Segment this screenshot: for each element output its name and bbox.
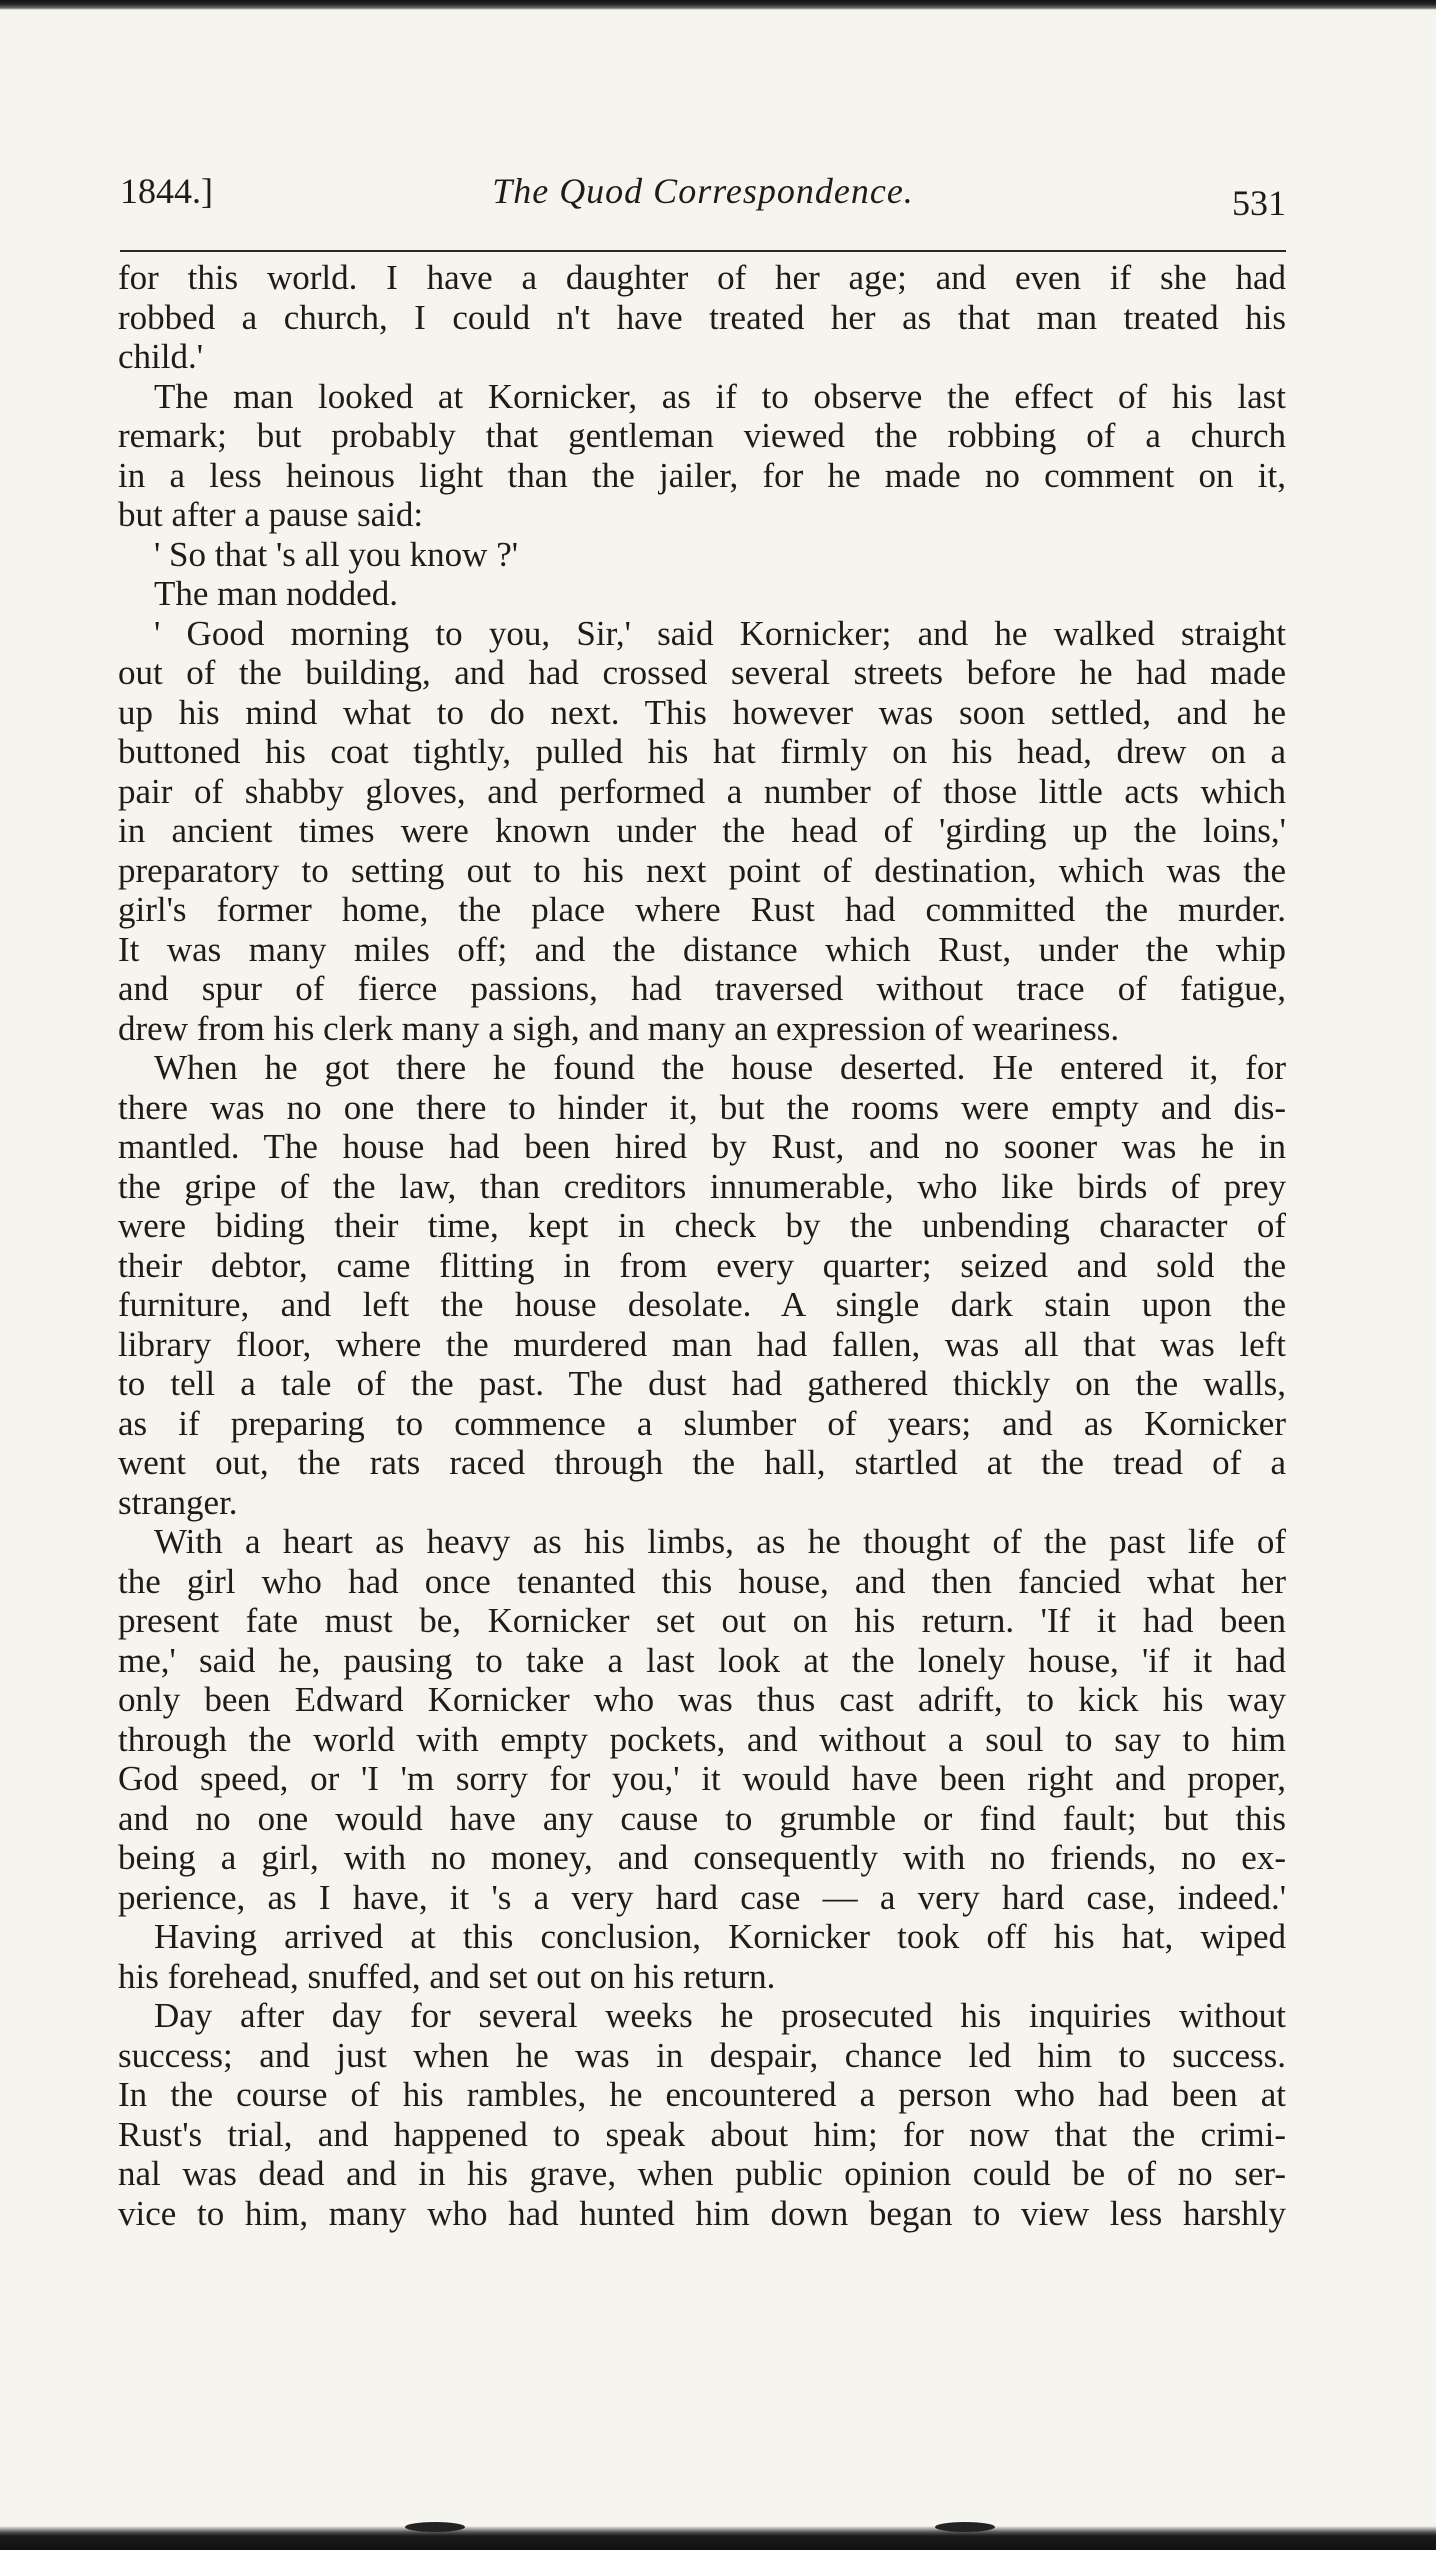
- text-line: but after a pause said:: [118, 495, 424, 534]
- text-line: girl's former home, the place where Rust had committed the murder.: [118, 890, 1286, 929]
- text-line: The man looked at Kornicker, as if to observe the effect of his last: [154, 376, 1286, 416]
- text-line: were biding their time, kept in check by the unbending character of: [118, 1206, 1286, 1245]
- text-line: for this world. I have a daughter of her age; and even if she had: [118, 258, 1286, 297]
- text-line: their debtor, came flitting in from every quarter; seized and sold the: [118, 1245, 1286, 1285]
- page-bottom-edge: [0, 2526, 1436, 2550]
- header-rule: [120, 250, 1286, 252]
- text-line: drew from his clerk many a sigh, and many an expression of weariness.: [118, 1008, 1120, 1048]
- page-top-edge: [0, 0, 1436, 10]
- header-year: 1844.]: [120, 171, 213, 211]
- text-line: up his mind what to do next. This however was soon settled, and he: [118, 692, 1286, 732]
- text-line: as if preparing to commence a slumber of years; and as Kornicker: [118, 1403, 1286, 1443]
- body-text: [118, 258, 1286, 2233]
- text-line: God speed, or 'I 'm sorry for you,' it would have been right and proper,: [118, 1759, 1286, 1798]
- text-line: ' So that 's all you know ?': [154, 534, 519, 574]
- text-line: being a girl, with no money, and consequently with no friends, no ex-: [118, 1838, 1286, 1877]
- text-line: It was many miles off; and the distance which Rust, under the whip: [118, 929, 1286, 969]
- header-title: The Quod Correspondence.: [492, 171, 914, 211]
- text-line: When he got there he found the house deserted. He entered it, for: [154, 1048, 1286, 1087]
- text-line: Day after day for several weeks he prosecuted his inquiries without: [154, 1996, 1286, 2035]
- text-line: The man nodded.: [154, 574, 398, 613]
- text-line: child.': [118, 337, 204, 376]
- text-line: through the world with empty pockets, and without a soul to say to him: [118, 1719, 1286, 1759]
- text-line: went out, the rats raced through the hall, startled at the tread of a: [118, 1443, 1286, 1482]
- text-line: out of the building, and had crossed several streets before he had made: [118, 653, 1286, 692]
- text-line: Rust's trial, and happened to speak about him; for now that the crimi-: [118, 2114, 1286, 2154]
- text-line: there was no one there to hinder it, but the rooms were empty and dis-: [118, 1087, 1286, 1127]
- running-head: [120, 170, 1286, 230]
- text-line: ' Good morning to you, Sir,' said Kornicker; and he walked straight: [154, 613, 1286, 653]
- text-line: present fate must be, Kornicker set out on his return. 'If it had been: [118, 1601, 1286, 1640]
- text-line: In the course of his rambles, he encountered a person who had been at: [118, 2075, 1286, 2114]
- text-line: in ancient times were known under the head of 'girding up the loins,': [118, 811, 1286, 850]
- text-line: his forehead, snuffed, and set out on his return.: [118, 1956, 776, 1996]
- text-line: nal was dead and in his grave, when public opinion could be of no ser-: [118, 2154, 1286, 2193]
- text-line: perience, as I have, it 's a very hard case — a very hard case, indeed.': [118, 1877, 1286, 1917]
- text-line: and spur of fierce passions, had traversed without trace of fatigue,: [118, 969, 1286, 1008]
- text-line: robbed a church, I could n't have treated her as that man treated his: [118, 297, 1286, 337]
- text-line: only been Edward Kornicker who was thus cast adrift, to kick his way: [118, 1680, 1286, 1719]
- text-line: me,' said he, pausing to take a last look at the lonely house, 'if it had: [118, 1640, 1286, 1680]
- text-line: furniture, and left the house desolate. A single dark stain upon the: [118, 1285, 1286, 1324]
- text-line: the girl who had once tenanted this house, and then fancied what her: [118, 1561, 1286, 1601]
- text-line: library floor, where the murdered man had fallen, was all that was left: [118, 1324, 1286, 1364]
- text-line: the gripe of the law, than creditors innumerable, who like birds of prey: [118, 1166, 1286, 1206]
- ink-blot: [935, 2522, 995, 2532]
- text-line: With a heart as heavy as his limbs, as he thought of the past life of: [154, 1522, 1286, 1561]
- text-line: buttoned his coat tightly, pulled his hat firmly on his head, drew on a: [118, 732, 1286, 771]
- text-line: stranger.: [118, 1482, 238, 1522]
- text-line: success; and just when he was in despair, chance led him to success.: [118, 2035, 1286, 2075]
- ink-blot: [405, 2522, 465, 2532]
- page-number: 531: [1232, 183, 1286, 223]
- text-line: vice to him, many who had hunted him down began to view less harshly: [118, 2193, 1286, 2233]
- text-line: preparatory to setting out to his next point of destination, which was the: [118, 850, 1286, 890]
- text-line: and no one would have any cause to grumble or find fault; but this: [118, 1798, 1286, 1838]
- text-line: remark; but probably that gentleman viewed the robbing of a church: [118, 416, 1286, 455]
- text-line: in a less heinous light than the jailer, for he made no comment on it,: [118, 455, 1286, 495]
- text-line: Having arrived at this conclusion, Kornicker took off his hat, wiped: [154, 1917, 1286, 1956]
- text-line: mantled. The house had been hired by Rust, and no sooner was he in: [118, 1127, 1286, 1166]
- text-line: pair of shabby gloves, and performed a number of those little acts which: [118, 771, 1286, 811]
- text-line: to tell a tale of the past. The dust had gathered thickly on the walls,: [118, 1364, 1286, 1403]
